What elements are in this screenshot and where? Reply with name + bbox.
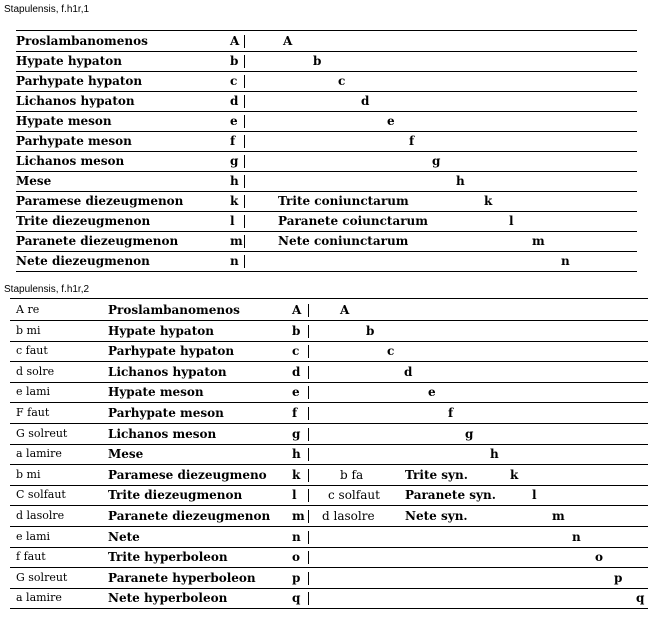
table1-division-mark: f xyxy=(409,134,415,148)
table1-row-rule xyxy=(16,131,637,132)
table1-row-rule xyxy=(16,211,637,212)
table1-string-name: Lichanos hypaton xyxy=(16,94,135,108)
table2-division-mark: b fa xyxy=(340,468,364,482)
table2-string-letter: c xyxy=(292,344,300,358)
table2-row-rule xyxy=(10,485,648,486)
table2-column-bar xyxy=(308,448,309,461)
table2-string-name: Nete hyperboleon xyxy=(108,591,228,605)
table1-division-mark: Paranete coiunctarum xyxy=(278,214,428,228)
table2-division-mark: g xyxy=(465,427,474,441)
table1-column-bar xyxy=(244,255,245,268)
table1-string-name: Parhypate meson xyxy=(16,134,132,148)
table2-column-bar xyxy=(308,592,309,605)
table2-column-bar xyxy=(308,428,309,441)
table2-string-letter: q xyxy=(292,591,301,605)
table1-column-bar xyxy=(244,75,245,88)
table2-row-rule xyxy=(10,547,648,548)
table1-division-mark: c xyxy=(338,74,346,88)
table1-string-letter: g xyxy=(230,154,239,168)
table2-division-mark: m xyxy=(552,509,565,523)
table2-string-name: Trite hyperboleon xyxy=(108,550,228,564)
table2-column-bar xyxy=(308,345,309,358)
table2-solmization: F faut xyxy=(16,406,50,419)
table1-string-letter: d xyxy=(230,94,239,108)
table2-string-letter: g xyxy=(292,427,301,441)
table1-division-mark: m xyxy=(532,234,545,248)
table1-caption: Stapulensis, f.h1r,1 xyxy=(4,4,90,15)
table1-column-bar xyxy=(244,195,245,208)
table1-string-name: Lichanos meson xyxy=(16,154,125,168)
table2-row-rule xyxy=(10,341,648,342)
table2-string-name: Proslambanomenos xyxy=(108,303,240,317)
table1-division-mark: n xyxy=(561,254,570,268)
table2-string-name: Lichanos meson xyxy=(108,427,217,441)
table1-top-rule xyxy=(16,30,637,31)
table1-row-rule xyxy=(16,231,637,232)
table1-string-name: Mese xyxy=(16,174,52,188)
table2-row-rule xyxy=(10,588,648,589)
table2-string-name: Lichanos hypaton xyxy=(108,365,227,379)
table2-solmization: d lasolre xyxy=(16,509,65,522)
table1-division-mark: b xyxy=(313,54,322,68)
table2-division-mark: c xyxy=(387,344,395,358)
table2-string-name: Hypate hypaton xyxy=(108,324,214,338)
table1-division-mark: Trite coniunctarum xyxy=(278,194,409,208)
table2-division-mark: A xyxy=(340,303,350,317)
table2-solmization: G solreut xyxy=(16,427,68,440)
table2-column-bar xyxy=(308,304,309,317)
table1-row-rule xyxy=(16,51,637,52)
table1-string-letter: b xyxy=(230,54,239,68)
table1-string-letter: n xyxy=(230,254,239,268)
table1-string-name: Hypate meson xyxy=(16,114,112,128)
table2-row-rule xyxy=(10,361,648,362)
table2-division-mark: p xyxy=(614,571,623,585)
table1-column-bar xyxy=(244,95,245,108)
table2-string-letter: e xyxy=(292,385,300,399)
table2-string-name: Trite diezeugmenon xyxy=(108,488,243,502)
table2-column-bar xyxy=(308,572,309,585)
table2-solmization: e lami xyxy=(16,530,51,543)
table1-row-rule xyxy=(16,151,637,152)
table1-string-name: Paranete diezeugmenon xyxy=(16,234,179,248)
table1-row-rule xyxy=(16,191,637,192)
table2-row-rule xyxy=(10,608,648,609)
table1-string-letter: k xyxy=(230,194,239,208)
table2-string-letter: f xyxy=(292,406,298,420)
table2-string-letter: b xyxy=(292,324,301,338)
table1-column-bar xyxy=(244,135,245,148)
table2-string-letter: l xyxy=(292,488,297,502)
table1-string-letter: e xyxy=(230,114,238,128)
table2-division-mark: e xyxy=(428,385,436,399)
table2-string-name: Paranete diezeugmenon xyxy=(108,509,271,523)
table2-division-mark: d lasolre xyxy=(322,509,375,523)
table1-column-bar xyxy=(244,155,245,168)
table1-string-name: Paramese diezeugmenon xyxy=(16,194,184,208)
table2-division-mark: n xyxy=(572,530,581,544)
table1-division-mark: h xyxy=(456,174,465,188)
table1-row-rule xyxy=(16,271,637,272)
table1-string-name: Proslambanomenos xyxy=(16,34,148,48)
table2-string-letter: p xyxy=(292,571,301,585)
table2-column-bar xyxy=(308,386,309,399)
table1-row-rule xyxy=(16,171,637,172)
table2-column-bar xyxy=(308,407,309,420)
table1-row-rule xyxy=(16,111,637,112)
table2-solmization: f faut xyxy=(16,550,46,563)
table2-string-letter: d xyxy=(292,365,301,379)
table2-division-mark: k xyxy=(510,468,519,482)
table2-column-bar xyxy=(308,366,309,379)
table2-column-bar xyxy=(308,325,309,338)
table1-division-mark: e xyxy=(387,114,395,128)
table1-division-mark: d xyxy=(361,94,370,108)
table2-solmization: c faut xyxy=(16,344,48,357)
table1-column-bar xyxy=(244,215,245,228)
table1-column-bar xyxy=(244,35,245,48)
table2-solmization: a lamire xyxy=(16,591,62,604)
table2-division-mark: Nete syn. xyxy=(405,509,468,523)
table1-division-mark: l xyxy=(509,214,514,228)
table2-string-letter: n xyxy=(292,530,301,544)
table2-division-mark: q xyxy=(636,591,645,605)
table2-solmization: e lami xyxy=(16,385,51,398)
table2-string-letter: m xyxy=(292,509,305,523)
table2-string-name: Nete xyxy=(108,530,140,544)
table2-row-rule xyxy=(10,444,648,445)
table2-division-mark: Paranete syn. xyxy=(405,488,496,502)
table2-solmization: G solreut xyxy=(16,571,68,584)
table2-row-rule xyxy=(10,402,648,403)
table2-string-name: Mese xyxy=(108,447,144,461)
table1-column-bar xyxy=(244,235,245,248)
table2-string-name: Parhypate hypaton xyxy=(108,344,235,358)
table2-division-mark: o xyxy=(595,550,604,564)
table2-row-rule xyxy=(10,526,648,527)
table2-string-letter: o xyxy=(292,550,301,564)
table1-string-letter: h xyxy=(230,174,239,188)
table2-string-letter: A xyxy=(292,303,302,317)
table1-string-name: Nete diezeugmenon xyxy=(16,254,150,268)
table2-row-rule xyxy=(10,320,648,321)
table1-string-letter: c xyxy=(230,74,238,88)
table1-column-bar xyxy=(244,115,245,128)
table1-division-mark: g xyxy=(432,154,441,168)
table2-solmization: d solre xyxy=(16,365,55,378)
table1-string-letter: l xyxy=(230,214,235,228)
table2-row-rule xyxy=(10,567,648,568)
table2-column-bar xyxy=(308,551,309,564)
table1-division-mark: A xyxy=(283,34,293,48)
table2-string-name: Paramese diezeugmeno xyxy=(108,468,267,482)
table2-division-mark: f xyxy=(448,406,454,420)
table2-string-name: Parhypate meson xyxy=(108,406,224,420)
table1-row-rule xyxy=(16,71,637,72)
table2-solmization: b mi xyxy=(16,324,41,337)
table2-top-rule xyxy=(10,298,648,299)
table2-row-rule xyxy=(10,382,648,383)
table2-row-rule xyxy=(10,505,648,506)
table1-string-letter: f xyxy=(230,134,236,148)
table2-division-mark: b xyxy=(366,324,375,338)
table2-caption: Stapulensis, f.h1r,2 xyxy=(4,284,90,295)
table2-division-mark: Trite syn. xyxy=(405,468,468,482)
table2-string-letter: k xyxy=(292,468,301,482)
table1-string-name: Hypate hypaton xyxy=(16,54,122,68)
table2-string-name: Paranete hyperboleon xyxy=(108,571,256,585)
table1-string-letter: A xyxy=(230,34,240,48)
table2-column-bar xyxy=(308,531,309,544)
table2-division-mark: l xyxy=(532,488,537,502)
table2-solmization: A re xyxy=(16,303,40,316)
table2-solmization: a lamire xyxy=(16,447,62,460)
table1-string-letter: m xyxy=(230,234,243,248)
table2-division-mark: c solfaut xyxy=(328,488,380,502)
table1-row-rule xyxy=(16,91,637,92)
table2-row-rule xyxy=(10,423,648,424)
table2-division-mark: d xyxy=(404,365,413,379)
table2-row-rule xyxy=(10,464,648,465)
table2-column-bar xyxy=(308,510,309,523)
table2-string-letter: h xyxy=(292,447,301,461)
table2-string-name: Hypate meson xyxy=(108,385,204,399)
table1-division-mark: Nete coniunctarum xyxy=(278,234,409,248)
table1-row-rule xyxy=(16,251,637,252)
table1-string-name: Trite diezeugmenon xyxy=(16,214,151,228)
table1-string-name: Parhypate hypaton xyxy=(16,74,143,88)
table2-solmization: b mi xyxy=(16,468,41,481)
table1-column-bar xyxy=(244,175,245,188)
table2-column-bar xyxy=(308,489,309,502)
table2-division-mark: h xyxy=(490,447,499,461)
table1-division-mark: k xyxy=(484,194,493,208)
table1-column-bar xyxy=(244,55,245,68)
table2-column-bar xyxy=(308,469,309,482)
table2-solmization: C solfaut xyxy=(16,488,66,501)
